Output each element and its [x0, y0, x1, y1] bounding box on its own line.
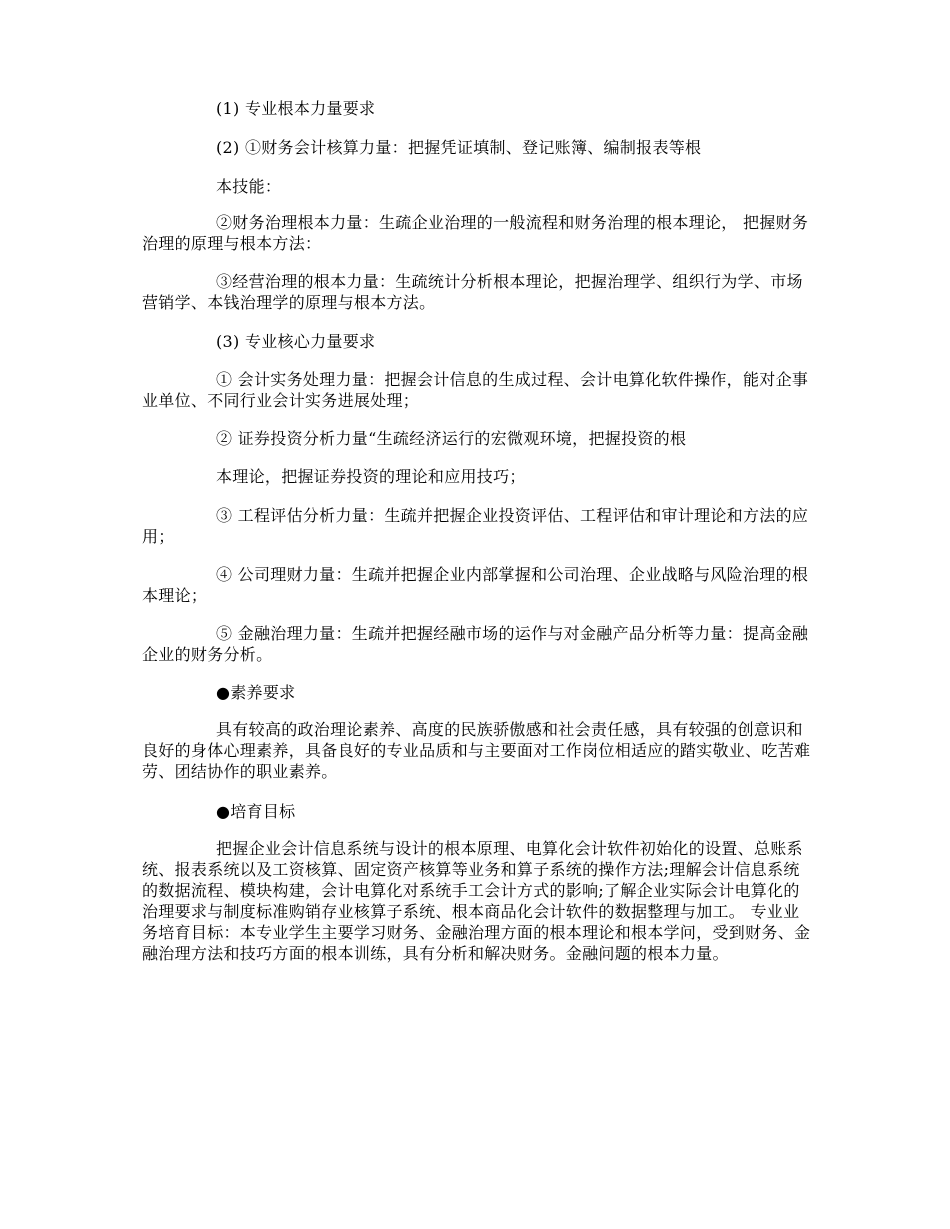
heading-professional-basic-ability: (1) 专业根本力量要求 [216, 99, 376, 118]
heading-training-goals: ●培育目标 [216, 802, 296, 821]
paragraph-financial-governance-ability: ⑤ 金融治理力量：生疏并把握经融市场的运作与对金融产品分析等力量：提高金融企业的财务分析。 [142, 624, 809, 664]
paragraph-securities-analysis-ability: ② 证券投资分析力量“生疏经济运行的宏微观环境，把握投资的根 [216, 429, 687, 448]
paragraph-financial-management-ability: ②财务治理根本力量：生疏企业治理的一般流程和财务治理的根本理论， 把握财务治理的原理与根本方法： [142, 213, 809, 253]
paragraph-financial-accounting-ability: (2) ①财务会计核算力量：把握凭证填制、登记账簿、编制报表等根 [216, 138, 702, 157]
paragraph-securities-theory: 本理论，把握证券投资的理论和应用技巧； [216, 467, 526, 486]
heading-core-ability: (3) 专业核心力量要求 [216, 332, 376, 351]
paragraph-basic-skills: 本技能： [216, 177, 282, 196]
paragraph-training-goals-description: 把握企业会计信息系统与设计的根本原理、电算化会计软件初始化的设置、总账系统、报表系统以及工资核算、固定资产核算等业务和算子系统的操作方法;理解会计信息系统的数据流程、模块构建，会计电算化对系统手工会计方式的影响;了解企业实际会计电算化的治理要求与制度标准购销存业核算子系统、根本商品化会计软件的数据整理与加工。 专业业务培育目标：本专业学生主要学习财务、金融治理方面的根本理论和根本学问，受到财务、金融治理方法和技巧方面的根本训练，具有分析和解决财务。金融问题的根本力量。 [142, 839, 811, 963]
paragraph-corporate-finance-ability: ④ 公司理财力量：生疏并把握企业内部掌握和公司治理、企业战略与风险治理的根本理论； [142, 565, 809, 605]
heading-quality-requirements: ●素养要求 [216, 683, 296, 702]
paragraph-project-evaluation-ability: ③ 工程评估分析力量：生疏并把握企业投资评估、工程评估和审计理论和方法的应用； [142, 506, 809, 546]
paragraph-quality-description: 具有较高的政治理论素养、高度的民族骄傲感和社会责任感，具有较强的创意识和良好的身体心理素养，具备良好的专业品质和与主要面对工作岗位相适应的踏实敬业、吃苦难劳、团结协作的职业素养。 [142, 720, 811, 781]
paragraph-operations-management-ability: ③经营治理的根本力量：生疏统计分析根本理论，把握治理学、组织行为学、市场营销学、本钱治理学的原理与根本方法。 [142, 272, 803, 312]
paragraph-accounting-practice-ability: ① 会计实务处理力量：把握会计信息的生成过程、会计电算化软件操作，能对企事业单位、不同行业会计实务进展处理； [142, 370, 809, 410]
